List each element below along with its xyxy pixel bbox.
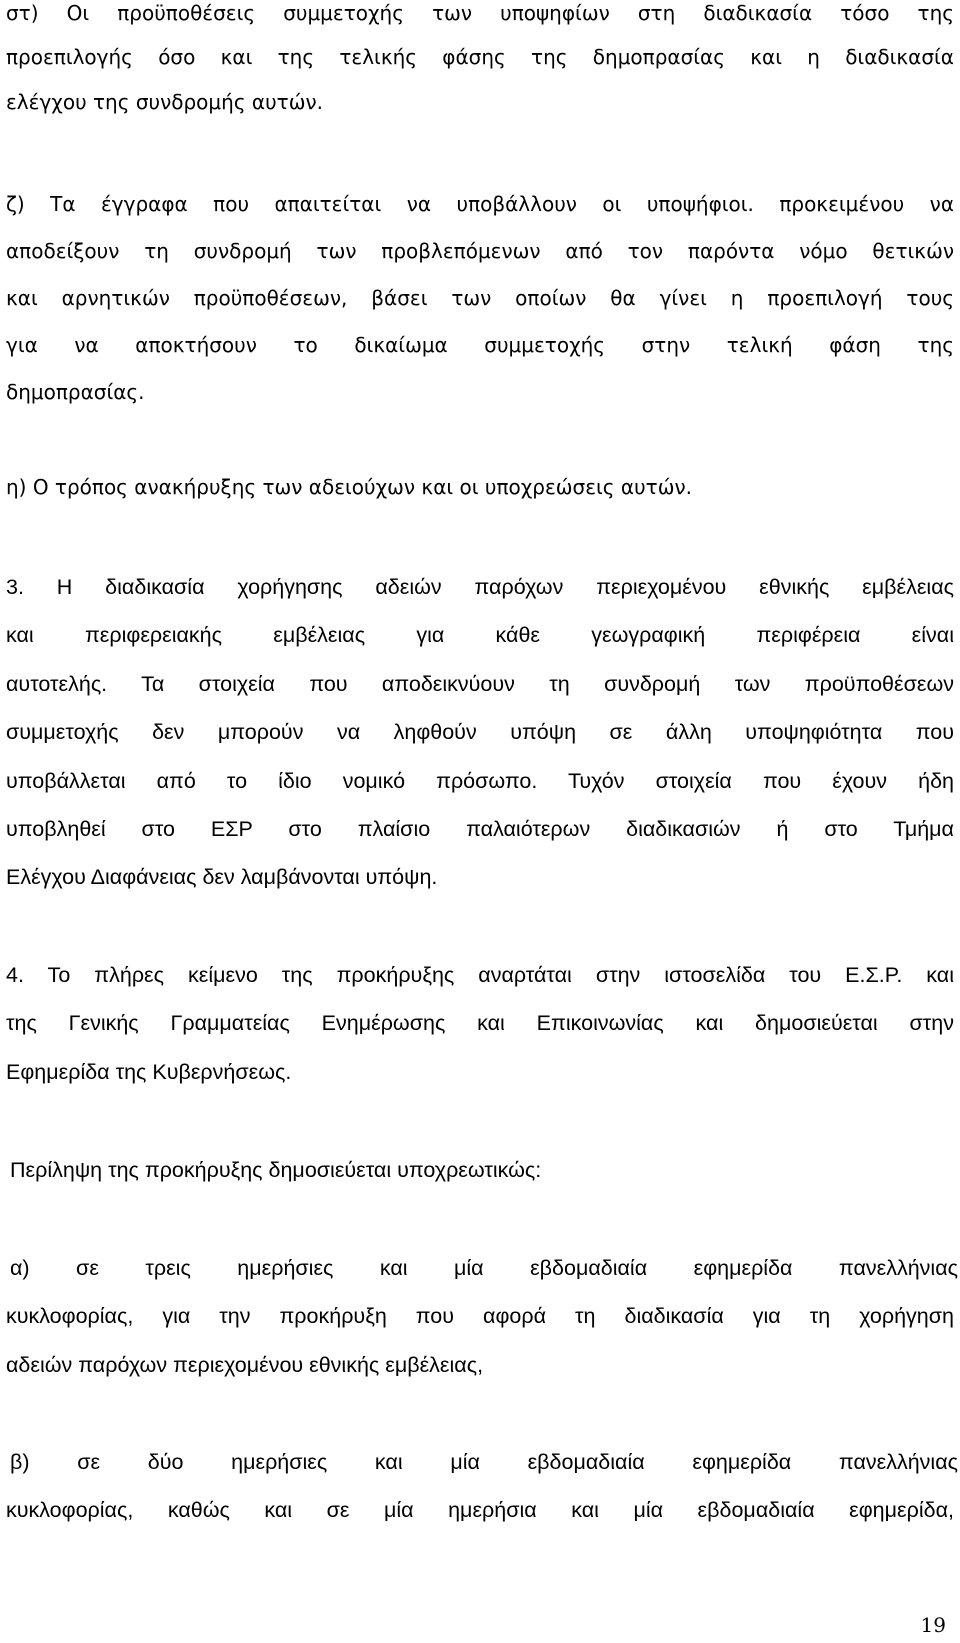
text-line: κυκλοφορίας, για την προκήρυξη που αφορά τη διαδικασία για τη χορήγηση [6, 1304, 954, 1328]
text-line: προεπιλογής όσο και της τελικής φάσης της δημοπρασίας και η διαδικασία [6, 45, 954, 69]
text-line: 3. Η διαδικασία χορήγησης αδειών παρόχων περιεχομένου εθνικής εμβέλειας [6, 575, 954, 599]
text-line: για να αποκτήσουν το δικαίωμα συμμετοχής στην τελική φάση της [6, 333, 954, 357]
text-line: αυτοτελής. Τα στοιχεία που αποδεικνύουν τη συνδρομή των προϋποθέσεων [6, 672, 954, 696]
text-line: δημοπρασίας. [6, 380, 145, 404]
text-line: της Γενικής Γραμματείας Ενημέρωσης και Επικοινωνίας και δημοσιεύεται στην [6, 1011, 954, 1035]
text-line: και περιφερειακής εμβέλειας για κάθε γεωγραφική περιφέρεια είναι [6, 623, 954, 647]
text-line: 4. Το πλήρες κείμενο της προκήρυξης αναρτάται στην ιστοσελίδα του Ε.Σ.Ρ. και [6, 963, 954, 987]
document-page [6, 0, 958, 1643]
text-line: συμμετοχής δεν μπορούν να ληφθούν υπόψη σε άλλη υποψηφιότητα που [6, 720, 954, 744]
text-line: αδειών παρόχων περιεχομένου εθνικής εμβέλειας, [6, 1353, 484, 1377]
text-line: υποβληθεί στο ΕΣΡ στο πλαίσιο παλαιότερων διαδικασιών ή στο Τμήμα [6, 817, 954, 841]
text-line: η) Ο τρόπος ανακήρυξης των αδειούχων και οι υποχρεώσεις αυτών. [6, 475, 692, 499]
text-line: α) σε τρεις ημερήσιες και μία εβδομαδιαία εφημερίδα πανελλήνιας [10, 1256, 958, 1280]
text-line: αποδείξουν τη συνδρομή των προβλεπόμενων από τον παρόντα νόμο θετικών [6, 239, 954, 263]
text-line: ζ) Τα έγγραφα που απαιτείται να υποβάλλουν οι υποψήφιοι. προκειμένου να [6, 192, 954, 216]
text-line: κυκλοφορίας, καθώς και σε μία ημερήσια και μία εβδομαδιαία εφημερίδα, [6, 1498, 954, 1522]
text-line: στ) Οι προϋποθέσεις συμμετοχής των υποψηφίων στη διαδικασία τόσο της [6, 1, 954, 25]
text-line: ελέγχου της συνδρομής αυτών. [6, 90, 323, 114]
text-line: β) σε δύο ημερήσιες και μία εβδομαδιαία εφημερίδα πανελλήνιας [10, 1450, 958, 1474]
text-line: Εφημερίδα της Κυβερνήσεως. [6, 1060, 292, 1084]
text-line: Ελέγχου Διαφάνειας δεν λαμβάνονται υπόψη. [6, 865, 438, 889]
text-line: υποβάλλεται από το ίδιο νομικό πρόσωπο. Τυχόν στοιχεία που έχουν ήδη [6, 769, 954, 793]
text-line: και αρνητικών προϋποθέσεων, βάσει των οποίων θα γίνει η προεπιλογή τους [6, 286, 954, 310]
page-number: 19 [920, 1613, 946, 1637]
text-line: Περίληψη της προκήρυξης δημοσιεύεται υποχρεωτικώς: [10, 1158, 542, 1182]
